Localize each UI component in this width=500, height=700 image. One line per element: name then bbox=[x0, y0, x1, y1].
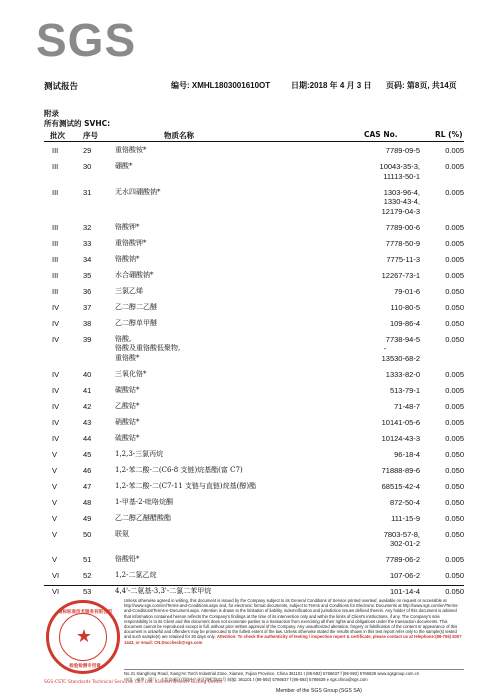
cell-batch: IV bbox=[52, 385, 60, 395]
table-row bbox=[44, 158, 464, 184]
cell-cas-number bbox=[350, 498, 420, 508]
cell-batch: III bbox=[52, 162, 59, 171]
table-row bbox=[44, 235, 464, 251]
cell-cas-number bbox=[350, 482, 420, 492]
cas-number-line: 111-15-9 bbox=[391, 513, 420, 523]
substance-name-line: 重铬酸铵* bbox=[115, 146, 147, 154]
cell-no: 42 bbox=[83, 401, 92, 411]
substance-name-line: 硝酸钴* bbox=[115, 417, 140, 426]
cell-batch: V bbox=[52, 465, 58, 475]
report-title: 测试报告 bbox=[44, 82, 79, 92]
cas-number-line: 12267-73-1 bbox=[381, 270, 420, 280]
cas-number-line: 513-79-1 bbox=[389, 385, 420, 395]
table-row bbox=[44, 299, 464, 315]
cell-rl: 0.005 bbox=[445, 187, 464, 197]
seal-inner bbox=[59, 613, 107, 661]
substance-name-line: 1-甲基-2-吡咯烷酮 bbox=[115, 497, 174, 506]
cell-no: 29 bbox=[83, 146, 92, 155]
table-row bbox=[44, 184, 464, 219]
substance-name-line: 铬酸铅* bbox=[115, 555, 140, 563]
cell-rl: 0.005 bbox=[445, 270, 464, 280]
substance-name-line: 1,2,3-三氯丙烷 bbox=[115, 449, 164, 458]
cell-cas-number bbox=[350, 188, 420, 217]
cas-number-line: 109-86-4 bbox=[389, 318, 420, 328]
company-seal bbox=[46, 600, 120, 674]
sgs-logo-text: SGS bbox=[36, 14, 137, 66]
table-row bbox=[44, 567, 464, 583]
cell-batch: III bbox=[52, 238, 59, 248]
cell-batch: IV bbox=[52, 401, 60, 411]
substance-name-line: 三氯乙烯 bbox=[115, 286, 143, 295]
cas-number-line: 68515-42-4 bbox=[381, 481, 420, 491]
cas-number-line: - bbox=[383, 344, 387, 353]
cell-batch: IV bbox=[52, 433, 60, 443]
cell-substance-name bbox=[115, 514, 355, 524]
substance-name-line: 乙二醇二乙醚 bbox=[115, 302, 157, 311]
cell-cas-number bbox=[350, 223, 420, 233]
cell-rl: 0.050 bbox=[445, 334, 464, 344]
cas-number-line: 302-01-2 bbox=[389, 539, 420, 548]
seal-caption: SGS-CSTC Standards Technical Services Co., Ltd. Xiamen Branch Testing Center bbox=[44, 680, 223, 685]
cell-no: 37 bbox=[83, 302, 92, 312]
substance-name-line: 联氨 bbox=[115, 529, 129, 538]
cell-batch: VI bbox=[52, 571, 60, 580]
cell-cas-number bbox=[350, 514, 420, 524]
cas-number-line: 10043-35-3, bbox=[379, 162, 420, 171]
substance-name-line: 硼酸* bbox=[115, 162, 133, 170]
cell-cas-number bbox=[350, 162, 420, 181]
cell-cas-number bbox=[350, 555, 420, 565]
table-row bbox=[44, 251, 464, 267]
cell-substance-name bbox=[115, 450, 355, 460]
cas-number-line: 7775-11-3 bbox=[386, 254, 420, 264]
substance-name-line: 乙二醇单甲醚 bbox=[115, 318, 157, 327]
cell-batch: VI bbox=[52, 587, 60, 596]
cell-cas-number bbox=[350, 271, 420, 281]
cas-number-line: 96-18-4 bbox=[394, 449, 420, 459]
cell-rl: 0.050 bbox=[445, 302, 464, 312]
table-row bbox=[44, 510, 464, 526]
cell-rl: 0.050 bbox=[445, 497, 464, 507]
cell-batch: V bbox=[52, 481, 58, 491]
substance-name-line: 重铬酸钾* bbox=[115, 238, 147, 247]
cell-cas-number bbox=[350, 319, 420, 329]
table-row bbox=[44, 430, 464, 446]
table-bottom-rule bbox=[44, 585, 464, 586]
cell-substance-name bbox=[115, 418, 355, 428]
cell-no: 50 bbox=[83, 529, 92, 539]
cell-rl: 0.050 bbox=[445, 465, 464, 475]
table-row bbox=[44, 366, 464, 382]
cell-substance-name bbox=[115, 370, 355, 380]
table-body bbox=[44, 142, 464, 599]
cell-batch: V bbox=[52, 513, 58, 523]
cell-batch: V bbox=[52, 449, 58, 459]
table-row bbox=[44, 462, 464, 478]
substance-name-line: 乙酸钴* bbox=[115, 401, 140, 410]
table-row bbox=[44, 267, 464, 283]
table-header bbox=[44, 128, 464, 142]
table-row bbox=[44, 494, 464, 510]
cas-number-line: 1303-96-4, bbox=[383, 187, 420, 197]
cas-number-line: 7778-50-9 bbox=[385, 238, 420, 248]
cell-cas-number bbox=[350, 370, 420, 380]
table-row bbox=[44, 551, 464, 567]
cell-cas-number bbox=[350, 146, 420, 156]
cell-no: 45 bbox=[83, 449, 92, 459]
address-chinese: 中国 · 福建 · 厦门 · 火炬高新区(翔安)产业区翔虹路31号 邮编: 361101 t (86-592) 5766637 f (86-592) 5766639 e sgs.china@sgs.com bbox=[124, 677, 368, 682]
disclaimer-text: Unless otherwise agreed in writing, this document is issued by the Company subject to its General Conditions of Service printed overleaf, available on request or accessible at http://www.sgs.com/en/Terms-and-Conditions.aspx and, for electronic format documents, subject to Terms and Conditions for Electronic Documents at http://www.sgs.com/en/Terms-and-Conditions/Terms-e-Document.aspx. Attention is drawn to the limitation of liability, indemnification and jurisdiction issues defined therein. Any holder of this document is advised that information contained hereon reflects the Company's findings at the time of its intervention only and within the limits of Client's instructions, if any. The Company's sole responsibility is to its Client and this document does not exonerate parties to a transaction from exercising all their rights and obligations under the transaction documents. This document cannot be reproduced except in full, without prior written approval of the Company. Any unauthorized alteration, forgery or falsification of the content or appearance of this document is unlawful and offenders may be prosecuted to the fullest extent of the law. Unless otherwise stated the results shown in this test report refer only to the sample(s) tested and such sample(s) are retained for 30 days only. bbox=[124, 598, 459, 640]
report-header bbox=[44, 80, 464, 94]
substance-name-line: 乙二醇乙醚醋酸酯 bbox=[115, 513, 171, 522]
cell-cas-number bbox=[350, 287, 420, 297]
cell-no: 30 bbox=[83, 162, 92, 171]
cell-no: 53 bbox=[83, 587, 92, 596]
substance-name-line: 重铬酸* bbox=[115, 353, 140, 362]
table-row bbox=[44, 446, 464, 462]
cell-no: 32 bbox=[83, 222, 92, 232]
cas-number-line: 872-50-4 bbox=[389, 497, 420, 507]
cell-no: 33 bbox=[83, 238, 92, 248]
attention-text: Attention: To check the authenticity of testing / inspection report & certificate, please contact us at telephone:(86-755) 8307 1443, or email: CN.Doccheck@sgs.com bbox=[124, 634, 462, 645]
substance-name-line: 铬酸钾* bbox=[115, 222, 140, 231]
cell-no: 41 bbox=[83, 385, 92, 395]
cell-no: 47 bbox=[83, 481, 92, 491]
table-row bbox=[44, 142, 464, 158]
sgs-logo bbox=[36, 14, 137, 66]
cell-batch: IV bbox=[52, 369, 60, 379]
cas-number-line: 110-80-5 bbox=[390, 302, 420, 312]
cell-substance-name bbox=[115, 335, 355, 364]
cell-substance-name bbox=[115, 287, 355, 297]
cell-rl: 0.050 bbox=[445, 529, 464, 539]
cas-number-line: 107-06-2 bbox=[389, 571, 420, 580]
header-batch: 批次 bbox=[50, 131, 65, 140]
cas-number-line: 71-48-7 bbox=[394, 401, 420, 411]
cell-batch: V bbox=[52, 555, 58, 564]
cell-substance-name bbox=[115, 223, 355, 233]
cell-substance-name bbox=[115, 530, 355, 540]
header-rl: RL (%) bbox=[435, 130, 463, 139]
cell-cas-number bbox=[350, 402, 420, 412]
cell-no: 52 bbox=[83, 571, 92, 580]
cell-batch: V bbox=[52, 529, 58, 539]
cell-no: 35 bbox=[83, 270, 92, 280]
cell-rl: 0.050 bbox=[445, 318, 464, 328]
cell-cas-number bbox=[350, 303, 420, 313]
cell-no: 49 bbox=[83, 513, 92, 523]
cell-cas-number bbox=[350, 418, 420, 428]
cell-no: 40 bbox=[83, 369, 92, 379]
cas-number-line: 12179-04-3 bbox=[381, 206, 420, 216]
cas-number-line: 11113-50-1 bbox=[383, 171, 420, 181]
cell-cas-number bbox=[350, 335, 420, 364]
cell-batch: III bbox=[52, 187, 59, 197]
legal-disclaimer bbox=[124, 598, 464, 645]
cas-number-line: 7789-06-2 bbox=[385, 555, 420, 564]
substance-name-line: 铬酸, bbox=[115, 334, 132, 343]
cell-substance-name bbox=[115, 434, 355, 444]
header-cas: CAS No. bbox=[364, 130, 398, 139]
cell-substance-name bbox=[115, 188, 355, 198]
cell-substance-name bbox=[115, 571, 355, 581]
substance-name-line: 硫酸钴* bbox=[115, 433, 140, 442]
cell-no: 34 bbox=[83, 254, 92, 264]
cell-no: 44 bbox=[83, 433, 92, 443]
substance-name-line: 水合硼酸钠* bbox=[115, 270, 154, 279]
svhc-table bbox=[44, 128, 464, 599]
cell-cas-number bbox=[350, 466, 420, 476]
cell-batch: IV bbox=[52, 417, 60, 427]
cell-no: 36 bbox=[83, 286, 92, 296]
cell-batch: III bbox=[52, 146, 59, 155]
cell-substance-name bbox=[115, 239, 355, 249]
cell-substance-name bbox=[115, 319, 355, 329]
page-number: 页码: 第8页, 共14页 bbox=[386, 81, 457, 90]
cell-substance-name bbox=[115, 482, 355, 492]
cell-cas-number bbox=[350, 450, 420, 460]
cell-substance-name bbox=[115, 146, 355, 156]
substance-name-line: 无水四硼酸钠* bbox=[115, 187, 161, 196]
cell-no: 38 bbox=[83, 318, 92, 328]
table-row bbox=[44, 398, 464, 414]
cell-substance-name bbox=[115, 555, 355, 565]
substance-name-line: 1,2-苯二酸-二(C7-11 支链与直链)烷基(醇)酯 bbox=[115, 481, 257, 490]
cell-rl: 0.050 bbox=[445, 571, 464, 580]
cell-substance-name bbox=[115, 303, 355, 313]
cell-rl: 0.005 bbox=[445, 369, 464, 379]
cell-no: 39 bbox=[83, 334, 92, 344]
cell-batch: III bbox=[52, 286, 59, 296]
table-row bbox=[44, 219, 464, 235]
cell-substance-name bbox=[115, 271, 355, 281]
cell-substance-name bbox=[115, 162, 355, 172]
table-row bbox=[44, 526, 464, 552]
cell-no: 48 bbox=[83, 497, 92, 507]
cell-rl: 0.050 bbox=[445, 286, 464, 296]
cell-batch: III bbox=[52, 222, 59, 232]
cell-rl: 0.050 bbox=[445, 587, 464, 596]
cell-batch: III bbox=[52, 254, 59, 264]
cell-rl: 0.005 bbox=[445, 385, 464, 395]
svhc-section-title: 所有测试的 SVHC: bbox=[44, 119, 111, 128]
seal-ring-top: 通标标准技术服务有限公司 bbox=[58, 610, 112, 615]
cell-no: 46 bbox=[83, 465, 92, 475]
cell-batch: IV bbox=[52, 318, 60, 328]
cas-number-line: 1330-43-4, bbox=[383, 197, 420, 206]
cell-cas-number bbox=[350, 434, 420, 444]
cell-substance-name bbox=[115, 402, 355, 412]
cell-cas-number bbox=[350, 239, 420, 249]
header-name: 物质名称 bbox=[164, 131, 194, 140]
table-row bbox=[44, 414, 464, 430]
cas-number-line: 7738-94-5 bbox=[385, 334, 420, 344]
cell-substance-name bbox=[115, 498, 355, 508]
appendix-label: 附录 bbox=[44, 109, 59, 118]
cell-no: 43 bbox=[83, 417, 92, 427]
cell-cas-number bbox=[350, 587, 420, 597]
cell-rl: 0.005 bbox=[445, 433, 464, 443]
cas-number-line: 7803-57-8, bbox=[383, 529, 420, 539]
cell-batch: III bbox=[52, 270, 59, 280]
report-number: 编号: XMHL1803001610OT bbox=[171, 81, 271, 90]
table-row bbox=[44, 382, 464, 398]
cell-batch: IV bbox=[52, 302, 60, 312]
cell-rl: 0.050 bbox=[445, 449, 464, 459]
address-english: No.31 Xianghong Road, Xiang'An Torch Industrial Zone, Xiamen, Fujian Province, China 361101 t (86-592) 5766637 f (86-592) 5766639 www.sgsgroup.com.cn bbox=[124, 671, 420, 676]
header-no: 序号 bbox=[83, 131, 98, 140]
cell-rl: 0.005 bbox=[445, 401, 464, 411]
cell-rl: 0.050 bbox=[445, 481, 464, 491]
substance-name-line: 1,2-苯二酸-二(C6-8 支链)烷基酯(富 C7) bbox=[115, 465, 243, 474]
cell-substance-name bbox=[115, 466, 355, 476]
cell-substance-name bbox=[115, 587, 355, 597]
seal-ring-bottom: 检验检测专用章 bbox=[69, 664, 101, 669]
cas-number-line: 79-01-6 bbox=[394, 286, 420, 296]
table-row bbox=[44, 331, 464, 366]
cell-rl: 0.050 bbox=[445, 513, 464, 523]
cell-no: 51 bbox=[83, 555, 92, 564]
cas-number-line: 71888-89-6 bbox=[381, 465, 420, 475]
address-rule bbox=[124, 669, 464, 670]
table-row bbox=[44, 315, 464, 331]
cell-substance-name bbox=[115, 386, 355, 396]
cell-rl: 0.005 bbox=[445, 555, 464, 564]
substance-name-line: 1,2-二氯乙烷 bbox=[115, 571, 157, 579]
cell-rl: 0.005 bbox=[445, 146, 464, 155]
cell-rl: 0.005 bbox=[445, 222, 464, 232]
cas-number-line: 10124-43-3 bbox=[381, 433, 420, 443]
cell-rl: 0.005 bbox=[445, 254, 464, 264]
cell-rl: 0.005 bbox=[445, 417, 464, 427]
cell-cas-number bbox=[350, 255, 420, 265]
substance-name-line: 铬酸及重铬酸低聚物, bbox=[115, 344, 181, 352]
cell-batch: IV bbox=[52, 334, 60, 344]
member-of-sgs: Member of the SGS Group (SGS SA) bbox=[276, 688, 362, 694]
table-row bbox=[44, 283, 464, 299]
report-date: 日期:2018 年 4 月 3 日 bbox=[291, 81, 372, 90]
cas-number-line: 7789-09-5 bbox=[385, 146, 420, 155]
cas-number-line: 10141-05-6 bbox=[381, 417, 420, 427]
cas-number-line: 13530-68-2 bbox=[381, 353, 420, 363]
cell-cas-number bbox=[350, 571, 420, 581]
cell-rl: 0.005 bbox=[445, 162, 464, 171]
substance-name-line: 三氧化铬* bbox=[115, 369, 147, 378]
cas-number-line: 101-14-4 bbox=[389, 587, 420, 596]
table-row bbox=[44, 478, 464, 494]
cas-number-line: 1333-82-0 bbox=[385, 369, 420, 379]
cell-batch: V bbox=[52, 497, 58, 507]
substance-name-line: 4,4'-二氨基-3,3'-二氯二苯甲烷 bbox=[115, 587, 212, 595]
star-icon: ★ bbox=[75, 626, 93, 647]
cell-cas-number bbox=[350, 530, 420, 549]
cell-substance-name bbox=[115, 255, 355, 265]
cell-rl: 0.005 bbox=[445, 238, 464, 248]
substance-name-line: 碳酸钴* bbox=[115, 385, 140, 394]
substance-name-line: 铬酸钠* bbox=[115, 254, 140, 263]
cell-cas-number bbox=[350, 386, 420, 396]
cell-no: 31 bbox=[83, 187, 92, 197]
cas-number-line: 7789-00-6 bbox=[385, 222, 420, 232]
